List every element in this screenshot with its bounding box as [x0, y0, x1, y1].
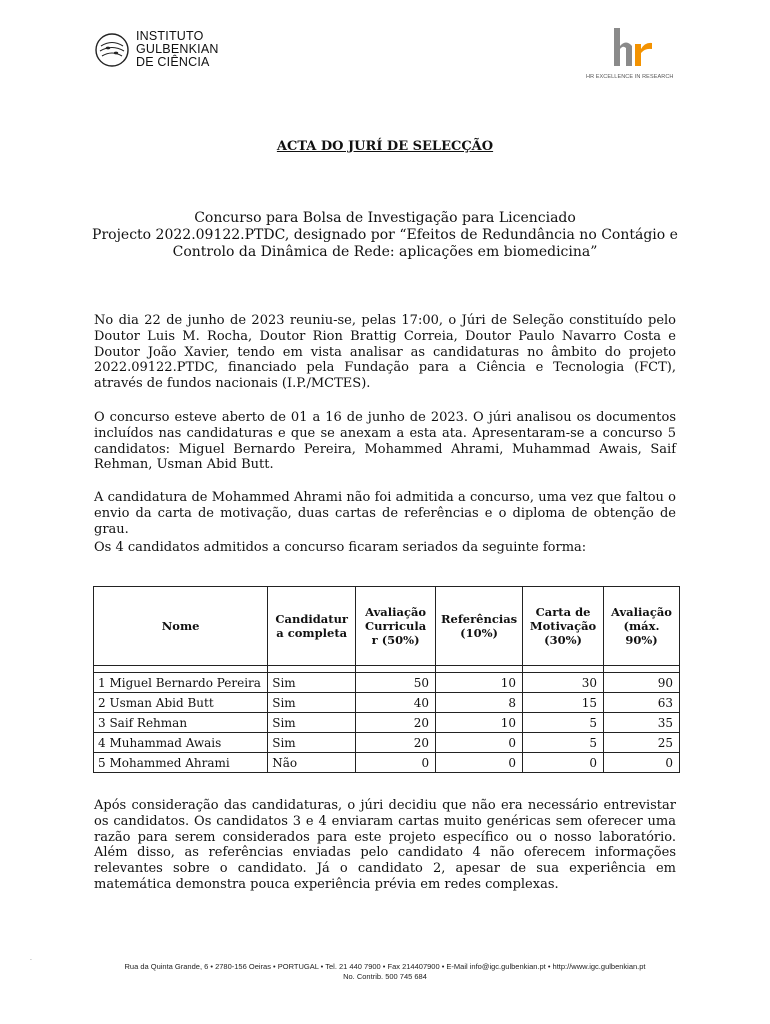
header-references: Referências (10%) [436, 587, 523, 666]
subtitle-line: Projecto 2022.09122.PTDC, designado por “Efeitos de Redundância no Contágio e [92, 227, 678, 243]
document-subtitle [60, 210, 710, 261]
cell-curricular: 50 [356, 673, 436, 693]
table-row [94, 713, 680, 733]
table-row [94, 673, 680, 693]
cell-complete: Sim [268, 733, 356, 753]
cell-complete: Não [268, 753, 356, 773]
paragraph-decision: Após consideração das candidaturas, o júri decidiu que não era necessário entrevistar os candidatos. Os candidatos 3 e 4 enviaram cartas muito genéricas sem oferecer uma razão para serem considerados para este projeto específico ou o nosso laboratório. Além disso, as referências enviadas pelo candidato 4 não oferecem informações relevantes sobre o candidato. Já o candidato 2, apesar de sua experiência em matemática demonstra pouca experiência prévia em redes complexas. [94, 798, 676, 892]
cell-complete: Sim [268, 693, 356, 713]
page-mark: . [30, 955, 32, 962]
igc-logo-text: INSTITUTO GULBENKIAN DE CIÊNCIA [136, 29, 219, 69]
header-complete: Candidatur a completa [268, 587, 356, 666]
hr-excellence-logo [586, 22, 682, 84]
cell-curricular: 40 [356, 693, 436, 713]
cell-complete: Sim [268, 713, 356, 733]
cell-references: 8 [436, 693, 523, 713]
paragraph-jury: No dia 22 de junho de 2023 reuniu-se, pelas 17:00, o Júri de Seleção constituído pelo Doutor Luis M. Rocha, Doutor Rion Brattig Correia, Doutor Paulo Navarro Costa e Doutor João Xavier, tendo em vista analisar as candidaturas no âmbito do projeto 2022.09122.PTDC, financiado pela Fundação para a Ciência e Tecnologia (FCT), através de fundos nacionais (I.P./MCTES). [94, 313, 676, 392]
header-motivation: Carta de Motivação (30%) [523, 587, 604, 666]
cell-total: 35 [604, 713, 680, 733]
cell-motivation: 0 [523, 753, 604, 773]
table-row [94, 753, 680, 773]
table-spacer-row [94, 666, 680, 673]
header-total: Avaliação (máx. 90%) [604, 587, 680, 666]
igc-emblem-icon [94, 32, 130, 68]
cell-curricular: 0 [356, 753, 436, 773]
igc-logo [94, 30, 234, 74]
cell-motivation: 30 [523, 673, 604, 693]
cell-curricular: 20 [356, 733, 436, 753]
header-curricular: Avaliação Curricula r (50%) [356, 587, 436, 666]
cell-name: 5 Mohammed Ahrami [94, 753, 268, 773]
table-row [94, 733, 680, 753]
table-row [94, 693, 680, 713]
cell-curricular: 20 [356, 713, 436, 733]
paragraph-applications: O concurso esteve aberto de 01 a 16 de junho de 2023. O júri analisou os documentos incluídos nas candidaturas e que se anexam a esta ata. Apresentaram-se a concurso 5 candidatos: Miguel Bernardo Pereira, Mohammed Ahrami, Muhammad Awais, Saif Rehman, Usman Abid Butt. [94, 410, 676, 473]
cell-motivation: 5 [523, 733, 604, 753]
results-table [93, 586, 680, 773]
footer-tax-number: No. Contrib. 500 745 684 [343, 972, 427, 981]
cell-motivation: 15 [523, 693, 604, 713]
hr-logo-caption: HR EXCELLENCE IN RESEARCH [586, 74, 674, 80]
footer-address: Rua da Quinta Grande, 6 • 2780-156 Oeiras • PORTUGAL • Tel. 21 440 7900 • Fax 214407900 • E-Mail info@igc.gulbenkian.pt • http://www.igc.gulbenkian.pt [124, 962, 646, 971]
document-title: ACTA DO JURÍ DE SELECÇÃO [276, 139, 494, 154]
cell-references: 0 [436, 733, 523, 753]
cell-name: 1 Miguel Bernardo Pereira [94, 673, 268, 693]
subtitle-line: Concurso para Bolsa de Investigação para Licenciado [194, 210, 576, 226]
cell-name: 2 Usman Abid Butt [94, 693, 268, 713]
table-header-row [94, 587, 680, 666]
subtitle-line: Controlo da Dinâmica de Rede: aplicações em biomedicina” [172, 244, 598, 260]
header-name: Nome [94, 587, 268, 666]
cell-references: 0 [436, 753, 523, 773]
cell-motivation: 5 [523, 713, 604, 733]
cell-total: 63 [604, 693, 680, 713]
hr-logo-icon [586, 22, 682, 72]
page-footer [0, 962, 770, 982]
cell-references: 10 [436, 713, 523, 733]
cell-total: 25 [604, 733, 680, 753]
cell-references: 10 [436, 673, 523, 693]
cell-name: 4 Muhammad Awais [94, 733, 268, 753]
cell-name: 3 Saif Rehman [94, 713, 268, 733]
cell-complete: Sim [268, 673, 356, 693]
paragraph-ranking-intro: Os 4 candidatos admitidos a concurso ficaram seriados da seguinte forma: [94, 540, 587, 555]
cell-total: 0 [604, 753, 680, 773]
paragraph-excluded: A candidatura de Mohammed Ahrami não foi admitida a concurso, uma vez que faltou o envio da carta de motivação, duas cartas de referências e o diploma de obtenção de grau. [94, 490, 676, 537]
cell-total: 90 [604, 673, 680, 693]
